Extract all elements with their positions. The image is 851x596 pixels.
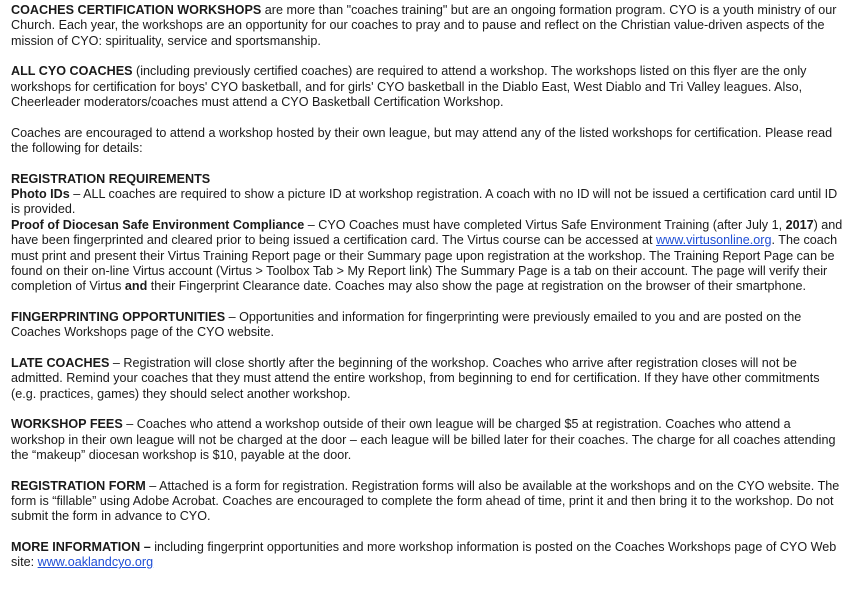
document-body (11, 3, 847, 571)
spacer (11, 49, 847, 64)
all-coaches-text: (including previously certified coaches) are required to attend a workshop. The workshops listed on this flyer are the only workshops for certification for boys' CYO basketball, and for girls' CYO basketball in the Diablo East, West Diablo and Tri Valley leagues. Also, Cheerleader moderators/coaches must attend a CYO Basketball Certification Workshop. (11, 64, 807, 110)
registration-form-text: – Attached is a form for registration. Registration forms will also be available at the workshops and on the CYO website. The form is “fillable” using Adobe Acrobat. Coaches are encouraged to complete the form ahead of time, print it and then bring it to the workshop. Do not submit the form in advance to CYO. (11, 478, 840, 524)
all-coaches-paragraph (11, 64, 847, 110)
encouraged-paragraph: Coaches are encouraged to attend a workshop hosted by their own league, but may attend any of the listed workshops for certification. Please read the following for details: (11, 125, 833, 156)
registration-requirements-heading: REGISTRATION REQUIREMENTS (11, 171, 211, 186)
more-information-heading: MORE INFORMATION – (11, 540, 151, 555)
virtus-link[interactable]: www.virtusonline.org (656, 233, 772, 248)
fingerprinting-text: – Opportunities and information for fingerprinting were previously emailed to you and are posted on the Coaches Workshops page of the CYO website. (11, 309, 802, 340)
spacer (11, 525, 847, 540)
spacer (11, 463, 847, 478)
workshop-fees-paragraph (11, 417, 847, 463)
safe-environment-label: Proof of Diocesan Safe Environment Compliance (11, 217, 305, 232)
spacer (11, 295, 847, 310)
spacer (11, 402, 847, 417)
spacer (11, 110, 847, 125)
photo-id-label: Photo IDs (11, 187, 70, 202)
workshop-fees-heading: WORKSHOP FEES (11, 417, 123, 432)
all-coaches-heading: ALL CYO COACHES (11, 64, 133, 79)
more-information-text: including fingerprint opportunities and more workshop information is posted on the Coaches Workshops page of CYO Web site: (11, 540, 837, 570)
intro-paragraph (11, 3, 847, 49)
intro-heading: COACHES CERTIFICATION WORKSHOPS (11, 3, 262, 17)
registration-form-paragraph (11, 479, 847, 525)
more-information-paragraph (11, 540, 847, 571)
late-coaches-paragraph (11, 356, 847, 402)
spacer (11, 341, 847, 356)
photo-id-paragraph (11, 187, 847, 218)
spacer (11, 156, 847, 171)
workshop-fees-text: – Coaches who attend a workshop outside of their own league will be charged $5 at registration. Coaches who attend a workshop in their own league will not be charged at the door – each league will be billed later for their coaches. The charge for all coaches attending the “makeup” diocesan workshop is $10, payable at the door. (11, 417, 836, 462)
intro-text: are more than "coaches training" but are an ongoing formation program. CYO is a youth ministry of our Church. Each year, the workshops are an opportunity for our coaches to pray and to pause and reflect on the Christian value-driven aspects of the mission of CYO: spirituality, service and sportsmanship. (11, 3, 837, 48)
late-coaches-heading: LATE COACHES (11, 355, 110, 370)
late-coaches-text: – Registration will close shortly after the beginning of the workshop. Coaches who arrive after registration closes will not be admitted. Remind your coaches that they must attend the entire workshop, from beginning to end for certification. If they have other commitments (e.g. practices, games) they should select another workshop. (11, 355, 820, 401)
safe-environment-year: 2017 (785, 217, 814, 232)
fingerprinting-heading: FINGERPRINTING OPPORTUNITIES (11, 309, 226, 324)
safe-environment-paragraph: Proof of Diocesan Safe Environment Compliance – CYO Coaches must have completed Virtus Safe Environment Training (after July 1, 2017) and have been fingerprinted and cleared prior to being issued a certification card. The Virtus course can be accessed at www.virtusonline.org. The coach must print and present their Virtus Training Report page or their Summary page upon registration at the workshop. The Training Report Page can be found on their on-line Virtus account (Virtus > Toolbox Tab > My Report link) The Summary Page is a tab on their account. The page will verify their completion of Virtus and their Fingerprint Clearance date. Coaches may also show the page at registration on the browser of their smartphone. (11, 217, 843, 294)
photo-id-text: – ALL coaches are required to show a picture ID at workshop registration. A coach with no ID will not be issued a certification card until ID is provided. (11, 187, 838, 217)
registration-form-heading: REGISTRATION FORM (11, 478, 146, 493)
oaklandcyo-link[interactable]: www.oaklandcyo.org (37, 555, 154, 570)
fingerprinting-paragraph (11, 310, 847, 341)
